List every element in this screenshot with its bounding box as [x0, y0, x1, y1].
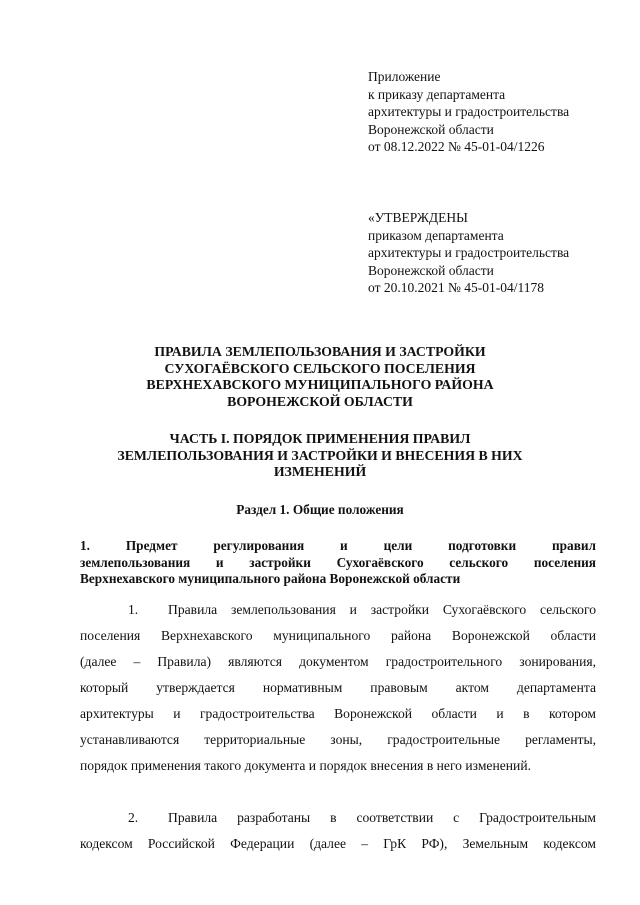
appendix-header: [368, 68, 569, 156]
part-line: ЧАСТЬ I. ПОРЯДОК ПРИМЕНЕНИЯ ПРАВИЛ: [169, 431, 471, 446]
approved-line: «УТВЕРЖДЕНЫ: [368, 210, 468, 225]
paragraph-2: [80, 805, 596, 857]
appendix-line: к приказу департамента: [368, 86, 506, 102]
part-line: ИЗМЕНЕНИЙ: [273, 464, 367, 479]
title-line: СУХОГАЁВСКОГО СЕЛЬСКОГО ПОСЕЛЕНИЯ: [164, 360, 476, 376]
paragraph-text: Правила землепользования и застройки Сухогаёвского сельского: [168, 602, 596, 617]
part-heading: [95, 431, 545, 481]
paragraph-text: Правила разработаны в соответствии с Градостроительным: [168, 810, 596, 825]
subsection-line: землепользования и застройки Сухогаёвского сельского поселения: [80, 554, 596, 570]
paragraph-line: [80, 805, 596, 831]
paragraph-line: (далее – Правила) являются документом градостроительного зонирования,: [80, 654, 596, 669]
part-line: ЗЕМЛЕПОЛЬЗОВАНИЯ И ЗАСТРОЙКИ И ВНЕСЕНИЯ В НИХ: [117, 447, 523, 463]
paragraph-line: который утверждается нормативным правовым актом департамента: [80, 680, 596, 695]
approved-line: архитектуры и градостроительства: [368, 245, 570, 260]
appendix-line: архитектуры и градостроительства: [368, 104, 570, 119]
approved-stamp-text: [368, 209, 569, 297]
approved-line: Воронежской области: [368, 262, 494, 278]
document-title: [95, 344, 545, 410]
approved-line: от 20.10.2021 № 45-01-04/1178: [368, 280, 544, 295]
paragraph-number: 2.: [128, 810, 139, 825]
appendix-line: Воронежской области: [368, 121, 494, 137]
title-line: ВОРОНЕЖСКОЙ ОБЛАСТИ: [227, 393, 413, 409]
title-line: ВЕРХНЕХАВСКОГО МУНИЦИПАЛЬНОГО РАЙОНА: [146, 377, 494, 392]
subsection-line: Верхнехавского муниципального района Воронежской области: [80, 571, 461, 586]
appendix-line: Приложение: [368, 69, 441, 84]
title-line: ПРАВИЛА ЗЕМЛЕПОЛЬЗОВАНИЯ И ЗАСТРОЙКИ: [154, 344, 486, 359]
paragraph-line: [80, 597, 596, 623]
paragraph-line: порядок применения такого документа и порядок внесения в него изменений.: [80, 758, 531, 773]
paragraph-line: поселения Верхнехавского муниципального района Воронежской области: [80, 628, 596, 643]
subsection-heading: [80, 538, 596, 588]
appendix-line: от 08.12.2022 № 45-01-04/1226: [368, 139, 545, 154]
paragraph-number: 1.: [128, 602, 139, 617]
paragraph-line: архитектуры и градостроительства Воронежской области и в котором: [80, 706, 596, 721]
paragraph-line: кодексом Российской Федерации (далее – ГрК РФ), Земельным кодексом: [80, 836, 596, 851]
approved-line: приказом департамента: [368, 227, 504, 243]
paragraph-line: устанавливаются территориальные зоны, градостроительные регламенты,: [80, 732, 596, 747]
subsection-line: 1. Предмет регулирования и цели подготовки правил: [80, 538, 596, 553]
section-heading: Раздел 1. Общие положения: [236, 502, 404, 517]
paragraph-1: [80, 597, 596, 779]
